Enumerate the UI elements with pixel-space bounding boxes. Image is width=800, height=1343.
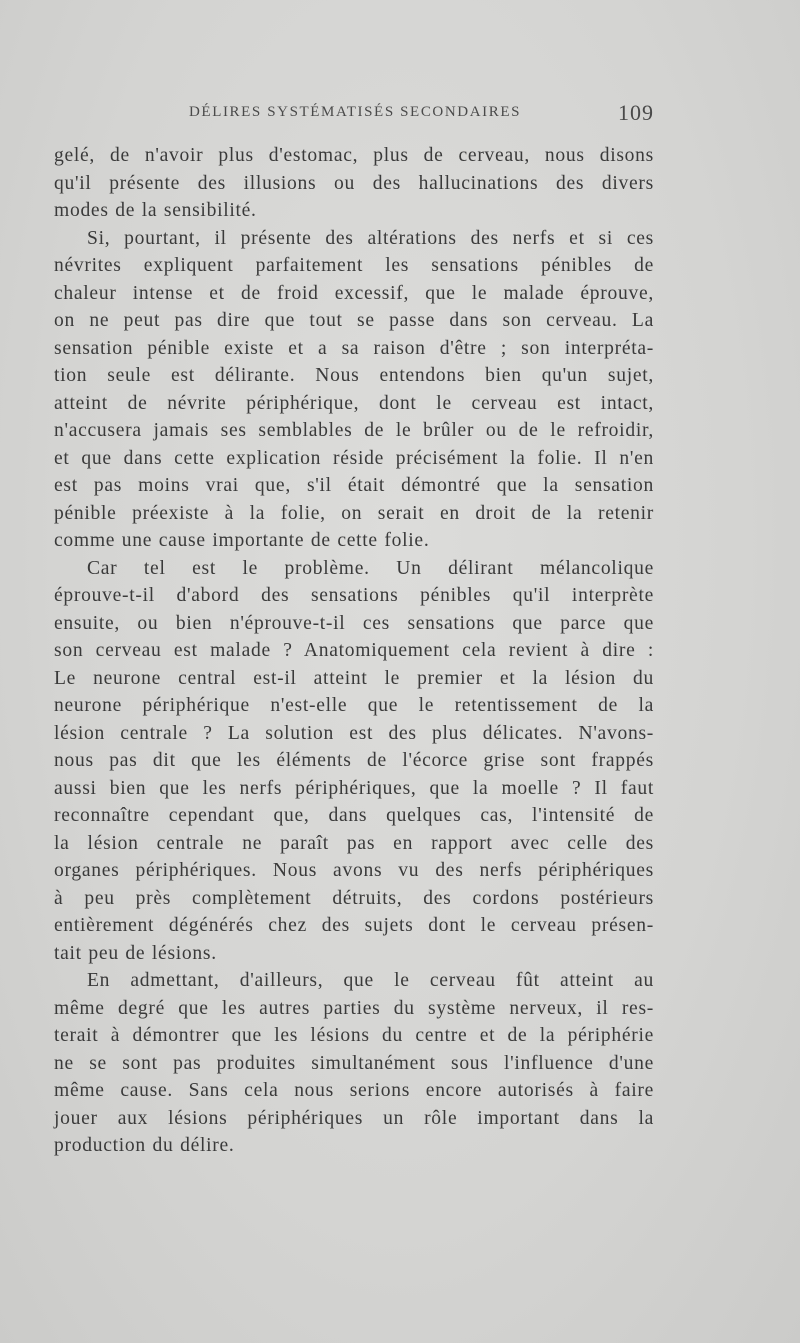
text-line: ne se sont pas produites simultanément sous l'influence d'une (54, 1052, 654, 1074)
paragraph (54, 225, 654, 555)
text-line: sensation pénible existe et a sa raison d'être ; son interpréta- (54, 337, 654, 359)
running-head (54, 100, 654, 130)
text-line: à peu près complètement détruits, des cordons postérieurs (54, 887, 654, 909)
page-number: 109 (618, 100, 654, 125)
text-line: tait peu de lésions. (54, 942, 217, 964)
paragraph (54, 967, 654, 1160)
text-line: comme une cause importante de cette folie. (54, 530, 430, 551)
text-line: éprouve-t-il d'abord des sensations pénibles qu'il interprète (54, 585, 654, 606)
text-line: organes périphériques. Nous avons vu des nerfs périphériques (54, 860, 654, 881)
text-line: gelé, de n'avoir plus d'estomac, plus de cerveau, nous disons (54, 145, 654, 166)
text-line: jouer aux lésions périphériques un rôle important dans la (54, 1107, 654, 1129)
text-line: reconnaître cependant que, dans quelques cas, l'intensité de (54, 805, 654, 826)
text-line: est pas moins vrai que, s'il était démontré que la sensation (54, 475, 654, 496)
text-line: on ne peut pas dire que tout se passe dans son cerveau. La (54, 310, 654, 331)
text-line: En admettant, d'ailleurs, que le cerveau fût atteint au (87, 970, 654, 991)
text-line: nous pas dit que les éléments de l'écorce grise sont frappés (54, 750, 654, 771)
text-line: ensuite, ou bien n'éprouve-t-il ces sensations que parce que (54, 612, 654, 634)
text-line: et que dans cette explication réside précisément la folie. Il n'en (54, 447, 654, 469)
text-line: production du délire. (54, 1135, 235, 1156)
text-line: n'accusera jamais ses semblables de le brûler ou de le refroidir, (54, 420, 654, 441)
text-line: lésion centrale ? La solution est des plus délicates. N'avons- (54, 722, 654, 744)
text-line: même cause. Sans cela nous serions encore autorisés à faire (54, 1080, 654, 1101)
text-line: Le neurone central est-il atteint le premier et la lésion du (54, 667, 654, 689)
running-title: DÉLIRES SYSTÉMATISÉS SECONDAIRES (189, 104, 522, 120)
text-line: aussi bien que les nerfs périphériques, que la moelle ? Il faut (54, 777, 654, 799)
text-line: modes de la sensibilité. (54, 200, 257, 221)
text-line: atteint de névrite périphérique, dont le cerveau est intact, (54, 392, 654, 414)
text-line: tion seule est délirante. Nous entendons bien qu'un sujet, (54, 365, 654, 386)
paragraph (54, 555, 654, 968)
paragraph (54, 142, 654, 225)
text-line: pénible préexiste à la folie, on serait en droit de la retenir (54, 502, 654, 524)
text-line: Si, pourtant, il présente des altérations des nerfs et si ces (87, 227, 654, 249)
text-line: entièrement dégénérés chez des sujets dont le cerveau présen- (54, 915, 654, 936)
body-text (54, 142, 654, 1160)
text-line: même degré que les autres parties du système nerveux, il res- (54, 997, 654, 1019)
text-line: son cerveau est malade ? Anatomiquement cela revient à dire : (54, 640, 654, 661)
text-line: qu'il présente des illusions ou des hallucinations des divers (54, 172, 654, 194)
text-line: chaleur intense et de froid excessif, que le malade éprouve, (54, 282, 654, 304)
text-line: névrites expliquent parfaitement les sensations pénibles de (54, 255, 654, 276)
text-line: la lésion centrale ne paraît pas en rapport avec celle des (54, 832, 654, 854)
text-line: Car tel est le problème. Un délirant mélancolique (87, 557, 654, 579)
text-line: terait à démontrer que les lésions du centre et de la périphérie (54, 1025, 654, 1046)
text-line: neurone périphérique n'est-elle que le retentissement de la (54, 695, 654, 716)
